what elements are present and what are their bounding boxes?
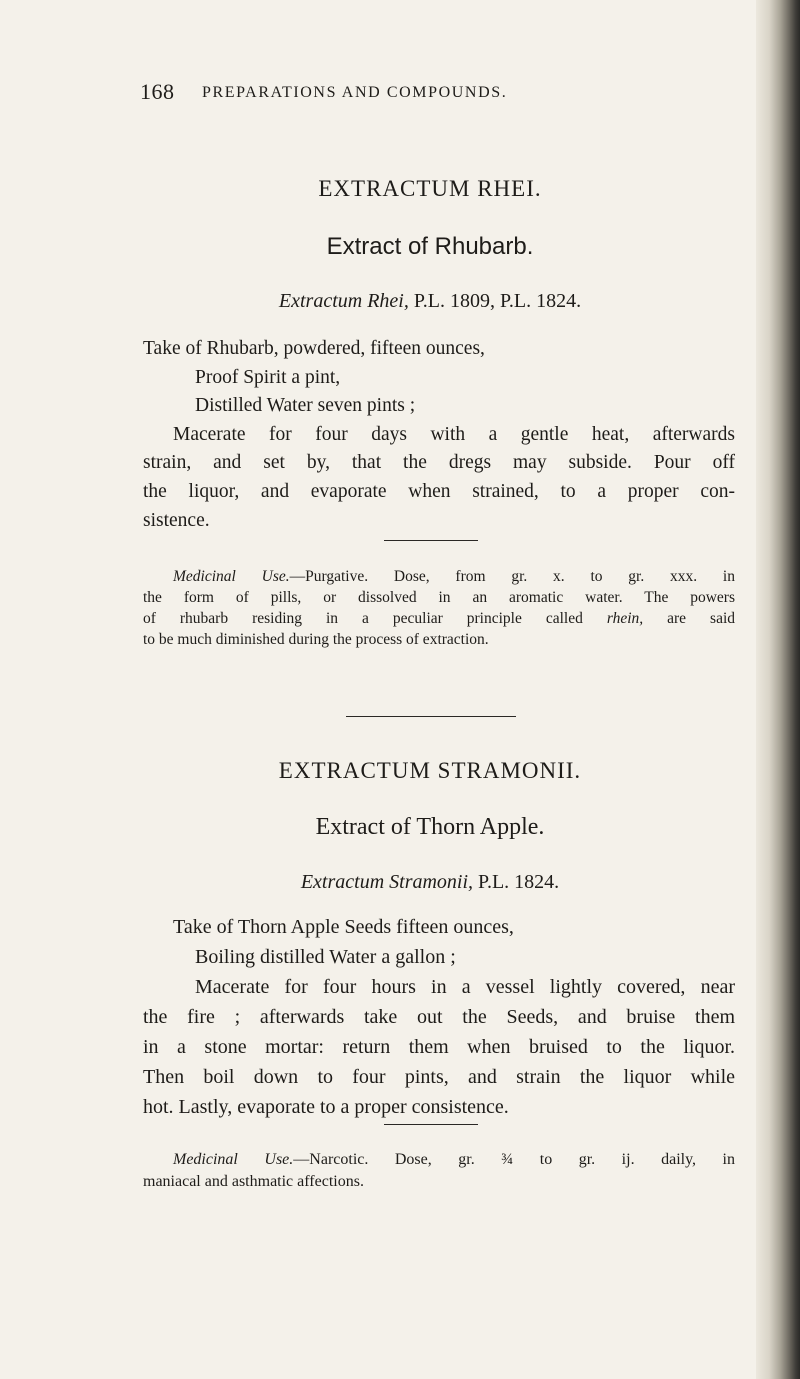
recipe-line: the fire ; afterwards take out the Seeds, and bruise them: [143, 1006, 735, 1028]
section-subtitle: Extract of Rhubarb.: [326, 233, 534, 260]
source-name: Extractum Rhei,: [278, 290, 409, 312]
recipe-paragraph: [143, 335, 735, 535]
page-number: 168: [140, 79, 175, 104]
note-line: to be much diminished during the process of extraction.: [143, 631, 489, 648]
source-name: Extractum Stramonii,: [300, 871, 474, 893]
medicinal-note: [143, 1149, 735, 1193]
recipe-line: Distilled Water seven pints ;: [195, 395, 416, 417]
note-label: Medicinal Use.: [173, 568, 290, 585]
recipe-paragraph: [143, 912, 735, 1122]
section-rule: [384, 540, 478, 541]
note-line: maniacal and asthmatic affections.: [143, 1173, 364, 1190]
recipe-line: the liquor, and evaporate when strained, to a proper con-: [143, 480, 735, 502]
recipe-line: Take of Rhubarb, powdered, fifteen ounces,: [143, 338, 485, 359]
note-line: —Narcotic. Dose, gr. ¾ to gr. ij. daily, in: [293, 1151, 736, 1168]
recipe-line: sistence.: [143, 509, 210, 531]
recipe-line: Boiling distilled Water a gallon ;: [195, 946, 456, 968]
section-rule: [384, 1124, 478, 1125]
note-line: the form of pills, or dissolved in an aromatic water. The powers: [143, 589, 735, 606]
recipe-line: Then boil down to four pints, and strain the liquor while: [143, 1066, 735, 1088]
section-source: [130, 290, 730, 313]
recipe-line: strain, and set by, that the dregs may subside. Pour off: [143, 452, 735, 474]
source-refs: P.L. 1809, P.L. 1824.: [413, 290, 582, 312]
running-title: PREPARATIONS AND COMPOUNDS.: [202, 84, 508, 101]
section-title: EXTRACTUM RHEI.: [318, 176, 542, 201]
note-line: of rhubarb residing in a peculiar principle called: [143, 610, 607, 627]
medicinal-note: [143, 566, 735, 650]
note-line: are said: [643, 610, 736, 627]
note-label: Medicinal Use.: [173, 1151, 294, 1168]
recipe-line: in a stone mortar: return them when bruised to the liquor.: [143, 1036, 735, 1058]
recipe-line: Macerate for four hours in a vessel lightly covered, near: [195, 976, 735, 998]
section-divider: [346, 716, 516, 717]
section-title: EXTRACTUM STRAMONII.: [278, 758, 582, 783]
section-source: [130, 871, 730, 894]
recipe-line: hot. Lastly, evaporate to a proper consistence.: [143, 1096, 509, 1118]
note-line: —Purgative. Dose, from gr. x. to gr. xxx. in: [289, 568, 735, 585]
source-refs: P.L. 1824.: [478, 871, 560, 893]
recipe-line: Take of Thorn Apple Seeds fifteen ounces,: [173, 916, 514, 938]
page-edge-shadow: [756, 0, 800, 1379]
note-term: rhein,: [606, 610, 644, 627]
recipe-line: Proof Spirit a pint,: [195, 366, 341, 388]
recipe-line: Macerate for four days with a gentle heat, afterwards: [173, 423, 735, 445]
section-subtitle: Extract of Thorn Apple.: [315, 814, 545, 840]
